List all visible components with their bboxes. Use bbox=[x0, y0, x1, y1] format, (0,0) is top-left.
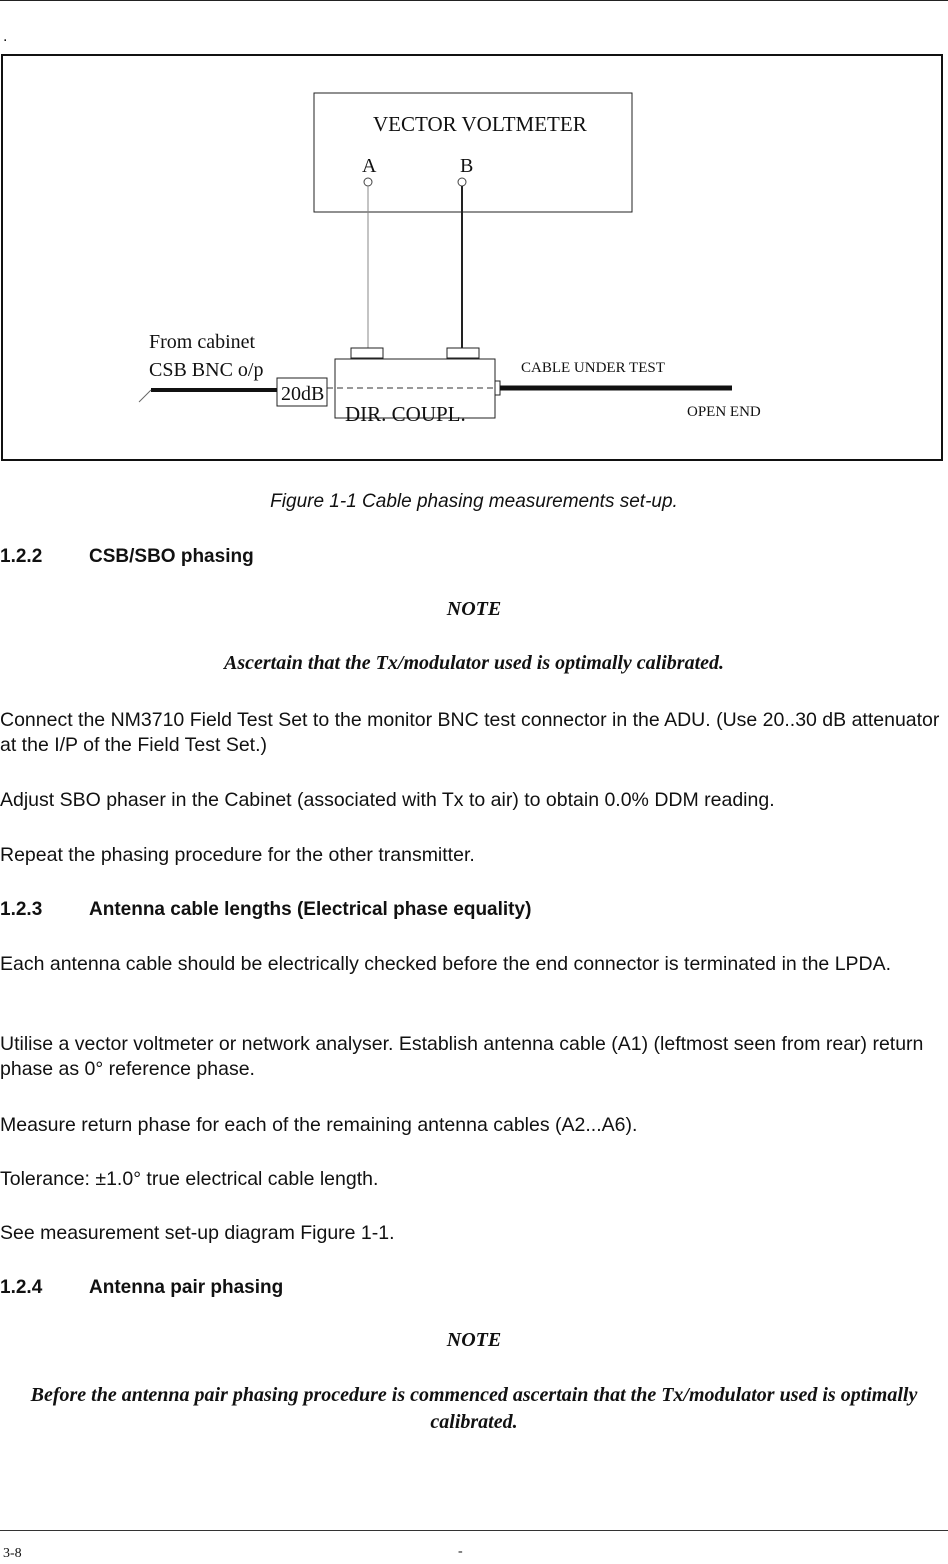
vector-voltmeter-label: VECTOR VOLTMETER bbox=[373, 112, 587, 136]
section-title: Antenna pair phasing bbox=[89, 1277, 284, 1298]
note-title: NOTE bbox=[446, 598, 502, 620]
coupler-label: DIR. COUPL. bbox=[345, 402, 466, 426]
top-rule bbox=[0, 0, 948, 1]
note-text: Ascertain that the Tx/modulator used is optimally calibrated. bbox=[223, 652, 725, 674]
coupler-output-connector bbox=[495, 381, 500, 395]
attenuator-label: 20dB bbox=[281, 383, 325, 405]
cable-phasing-diagram bbox=[1, 54, 945, 463]
section-number: 1.2.3 bbox=[0, 899, 43, 920]
paragraph: Utilise a vector voltmeter or network analyser. Establish antenna cable (A1) (leftmost seen from rear) return phase as 0° reference phase. bbox=[0, 1033, 924, 1080]
port-a-label: A bbox=[362, 155, 377, 177]
figure-frame bbox=[1, 54, 943, 461]
section-title: Antenna cable lengths (Electrical phase equality) bbox=[89, 899, 532, 920]
cable-under-test-label: CABLE UNDER TEST bbox=[521, 360, 665, 376]
paragraph: Adjust SBO phaser in the Cabinet (associated with Tx to air) to obtain 0.0% DDM reading. bbox=[0, 789, 775, 811]
paragraph: Each antenna cable should be electrically checked before the end connector is terminated in the LPDA. bbox=[0, 953, 892, 975]
leading-mark: . bbox=[3, 28, 8, 45]
paragraph: Repeat the phasing procedure for the other transmitter. bbox=[0, 844, 475, 866]
paragraph: Connect the NM3710 Field Test Set to the monitor BNC test connector in the ADU. (Use 20..30 dB attenuator at the I/P of the Field Test Set.) bbox=[0, 709, 940, 756]
open-end-label: OPEN END bbox=[687, 404, 761, 420]
section-number: 1.2.2 bbox=[0, 546, 43, 567]
note-text: Before the antenna pair phasing procedure is commenced ascertain that the Tx/modulator used is optimally calibrated. bbox=[30, 1384, 918, 1433]
port-b-connector bbox=[458, 178, 466, 186]
coupler-port-a bbox=[351, 348, 383, 358]
paragraph: Measure return phase for each of the remaining antenna cables (A2...A6). bbox=[0, 1114, 638, 1136]
footer-center-mark: - bbox=[458, 1544, 463, 1559]
paragraph: See measurement set-up diagram Figure 1-1. bbox=[0, 1222, 395, 1244]
port-a-connector bbox=[364, 178, 372, 186]
csb-bnc-label: CSB BNC o/p bbox=[149, 359, 264, 381]
paragraph: Tolerance: ±1.0° true electrical cable length. bbox=[0, 1168, 379, 1190]
vector-voltmeter-box bbox=[314, 93, 632, 212]
section-number: 1.2.4 bbox=[0, 1277, 43, 1298]
port-b-label: B bbox=[460, 155, 474, 177]
section-title: CSB/SBO phasing bbox=[89, 546, 254, 567]
from-cabinet-label: From cabinet bbox=[149, 331, 256, 353]
coupler-port-b bbox=[447, 348, 479, 358]
page-number: 3-8 bbox=[3, 1546, 22, 1561]
footer-rule bbox=[0, 1530, 948, 1531]
note-title: NOTE bbox=[446, 1329, 502, 1351]
figure-caption: Figure 1-1 Cable phasing measurements set-up. bbox=[270, 491, 678, 512]
cabinet-cable-lead bbox=[139, 390, 151, 402]
